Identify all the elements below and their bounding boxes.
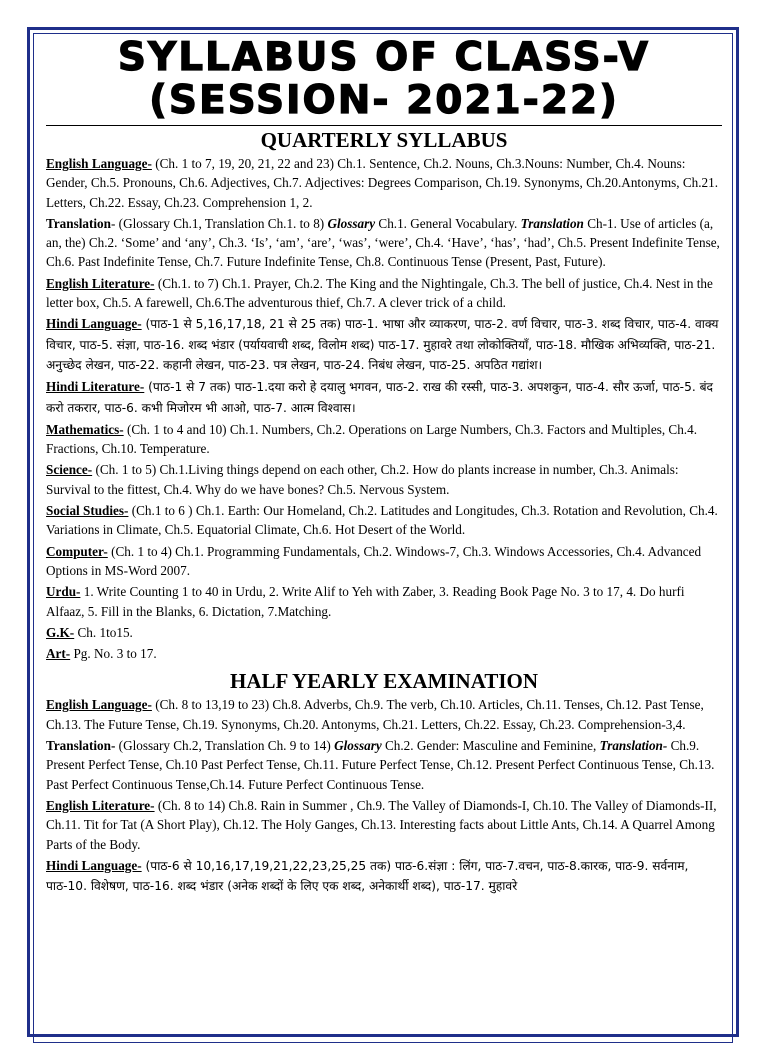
- h-hindi-language-text: (पाठ-6 से 10,16,17,19,21,22,23,25,25 तक) पाठ-6.संज्ञा : लिंग, पाठ-7.वचन, पाठ-8.कारक, पाठ-9. सर्वनाम, पाठ-10. विशेषण, पाठ-16. शब्द भंडार (अनेक शब्दों के लिए एक शब्द, अनेकार्थी शब्द), पाठ-17. मुहावरे: [46, 858, 689, 894]
- h-translation: [46, 736, 722, 794]
- syllabus-content: [46, 36, 722, 898]
- quarterly-heading: QUARTERLY SYLLABUS: [260, 128, 508, 152]
- q-urdu: [46, 582, 722, 621]
- q-science: [46, 460, 722, 499]
- q-translation-glossary: Glossary: [327, 215, 376, 231]
- q-science-text: (Ch. 1 to 5) Ch.1.Living things depend on each other, Ch.2. How do plants increase in number, Ch.3. Animals: Survival to the fittest, Ch.4. Why do we have bones? Ch.5. Nervous System.: [46, 462, 679, 497]
- h-translation-text2: Ch.2. Gender: Masculine and Feminine,: [381, 738, 600, 754]
- title-line-2: (SESSION- 2021-22): [149, 78, 619, 123]
- title-line-1: SYLLABUS OF CLASS-V: [117, 35, 651, 80]
- q-social-studies-label: Social Studies-: [46, 503, 129, 519]
- q-hindi-language: [46, 314, 722, 375]
- h-english-literature-label: English Literature-: [46, 797, 155, 813]
- q-translation-text1: - (Glossary Ch.1, Translation Ch.1. to 8): [110, 215, 328, 231]
- h-translation-text1: (Glossary Ch.2, Translation Ch. 9 to 14): [115, 738, 335, 754]
- q-mathematics-text: (Ch. 1 to 4 and 10) Ch.1. Numbers, Ch.2. Operations on Large Numbers, Ch.3. Factors and Multiples, Ch.4. Fractions, Ch.10. Temperature.: [46, 421, 697, 457]
- q-hindi-language-text: (पाठ-1 से 5,16,17,18, 21 से 25 तक) पाठ-1. भाषा और व्याकरण, पाठ-2. वर्ण विचार, पाठ-3. शब्द विचार, पाठ-4. वाक्य विचार, पाठ-5. संज्ञा, पाठ-16. शब्द भंडार (पर्यायवाची शब्द, विलोम शब्द) पाठ-17. मुहावरे तथा लोकोक्तियाँ, पाठ-18. मौखिक अभिव्यक्ति, पाठ-21. अनुच्छेद लेखन, पाठ-22. कहानी लेखन, पाठ-23. पत्र लेखन, पाठ-24. निबंध लेखन, पाठ-25. अपठित गद्यांश।: [46, 317, 719, 372]
- q-art: [46, 644, 722, 663]
- h-hindi-language: [46, 856, 722, 897]
- q-art-text: Pg. No. 3 to 17.: [70, 646, 157, 662]
- q-hindi-language-label: Hindi Language-: [46, 316, 142, 332]
- q-gk: [46, 623, 722, 642]
- q-english-literature: [46, 274, 722, 313]
- q-hindi-literature-text: (पाठ-1 से 7 तक) पाठ-1.दया करो हे दयालु भगवन, पाठ-2. राख की रस्सी, पाठ-3. अपशकुन, पाठ-4. सौर ऊर्जा, पाठ-5. बंद करो तकरार, पाठ-6. कभी मिजोरम भी आओ, पाठ-7. आत्म विश्वास।: [46, 380, 714, 415]
- q-social-studies-text: (Ch.1 to 6 ) Ch.1. Earth: Our Homeland, Ch.2. Latitudes and Longitudes, Ch.3. Rotation and Revolution, Ch.4. Variations in Climate, Ch.5. Equatorial Climate, Ch.6. Hot Desert of the World.: [46, 503, 718, 538]
- q-urdu-text: 1. Write Counting 1 to 40 in Urdu, 2. Write Alif to Yeh with Zaber, 3. Reading Book Page No. 3 to 17, 4. Do hurfi Alfaaz, 5. Fill in the Blanks, 6. Dictation, 7.Matching.: [46, 584, 685, 619]
- q-english-literature-text: (Ch.1. to 7) Ch.1. Prayer, Ch.2. The King and the Nightingale, Ch.3. The bell of justice, Ch.4. Nest in the letter box, Ch.5. A farewell, Ch.6.The adventurous thief, Ch.7. A clever trick of a child.: [46, 275, 713, 311]
- title-divider: [46, 125, 722, 126]
- h-english-language-text: (Ch. 8 to 13,19 to 23) Ch.8. Adverbs, Ch.9. The verb, Ch.10. Articles, Ch.11. Tenses, Ch.12. Past Tense, Ch.13. The Future Tense, Ch.19. Synonyms, Ch.20. Antonyms, Ch.21. Letters, Ch.22. Essay, Ch.23. Comprehension-3,4.: [46, 697, 704, 732]
- h-hindi-language-label: Hindi Language-: [46, 857, 142, 873]
- h-english-literature: [46, 796, 722, 854]
- half-yearly-heading: HALF YEARLY EXAMINATION: [229, 669, 539, 694]
- q-computer-text: (Ch. 1 to 4) Ch.1. Programming Fundamentals, Ch.2. Windows-7, Ch.3. Windows Accessories, Ch.4. Advanced Options in MS-Word 2007.: [46, 543, 702, 578]
- q-art-label: Art-: [46, 646, 71, 662]
- h-translation-text3: Ch.9. Present Perfect Tense, Ch.10 Past Perfect Tense, Ch.11. Future Perfect Tense, Ch.12. Present Perfect Continuous Tense, Ch.13. Past Perfect Continuous Tense,Ch.14. Future Perfect Continuous Tense.: [46, 738, 715, 792]
- q-translation-label: Translation: [46, 215, 111, 231]
- h-english-language: [46, 695, 722, 734]
- h-translation-label: Translation-: [46, 738, 116, 754]
- q-hindi-literature: [46, 377, 722, 418]
- q-translation-text3: Ch-1. Use of articles (a, an, the) Ch.2. ‘Some’ and ‘any’, Ch.3. ‘Is’, ‘am’, ‘are’, ‘was’, ‘were’, Ch.4. ‘Have’, ‘has’, ‘had’, Ch.5. Present Indefinite Tense, Ch.6. Past Indefinite Tense, Ch.7. Future Indefinite Tense, Ch.8. Continuous Tense (Present, Past, Future).: [46, 215, 720, 270]
- q-mathematics-label: Mathematics-: [46, 421, 124, 437]
- h-translation-glossary: Glossary: [334, 738, 382, 754]
- q-social-studies: [46, 501, 722, 540]
- q-gk-text: Ch. 1to15.: [74, 624, 133, 640]
- h-english-literature-text: (Ch. 8 to 14) Ch.8. Rain in Summer , Ch.9. The Valley of Diamonds-I, Ch.10. The Valley of Diamonds-II, Ch.11. Tit for Tat (A Short Play), Ch.12. The Holy Ganges, Ch.13. Interesting facts about Little Ants, Ch.14. A Quarrel Among Parts of the Body.: [46, 797, 717, 852]
- q-english-literature-label: English Literature-: [46, 275, 155, 291]
- h-translation-italic: Translation-: [599, 738, 668, 754]
- q-translation-text2: Ch.1. General Vocabulary.: [375, 215, 521, 231]
- q-computer-label: Computer-: [46, 543, 108, 559]
- q-hindi-literature-label: Hindi Literature-: [46, 379, 145, 395]
- q-science-label: Science-: [46, 462, 93, 478]
- h-english-language-label: English Language-: [46, 697, 152, 713]
- q-translation: [46, 214, 722, 272]
- q-translation-italic: Translation: [520, 215, 584, 231]
- q-mathematics: [46, 420, 722, 459]
- q-english-language-label: English Language-: [46, 156, 152, 171]
- q-gk-label: G.K-: [46, 624, 75, 640]
- q-urdu-label: Urdu-: [46, 584, 81, 600]
- q-english-language-text: (Ch. 1 to 7, 19, 20, 21, 22 and 23) Ch.1. Sentence, Ch.2. Nouns, Ch.3.Nouns: Number, Ch.4. Nouns: Gender, Ch.5. Pronouns, Ch.6. Adjectives, Ch.7. Adjectives: Degrees Comparison, Ch.19. Synonyms, Ch.20.Antonyms, Ch.21. Letters, Ch.22. Essay, Ch.23. Comprehension 1, 2.: [46, 156, 719, 210]
- q-computer: [46, 542, 722, 581]
- q-english-language: [46, 154, 722, 212]
